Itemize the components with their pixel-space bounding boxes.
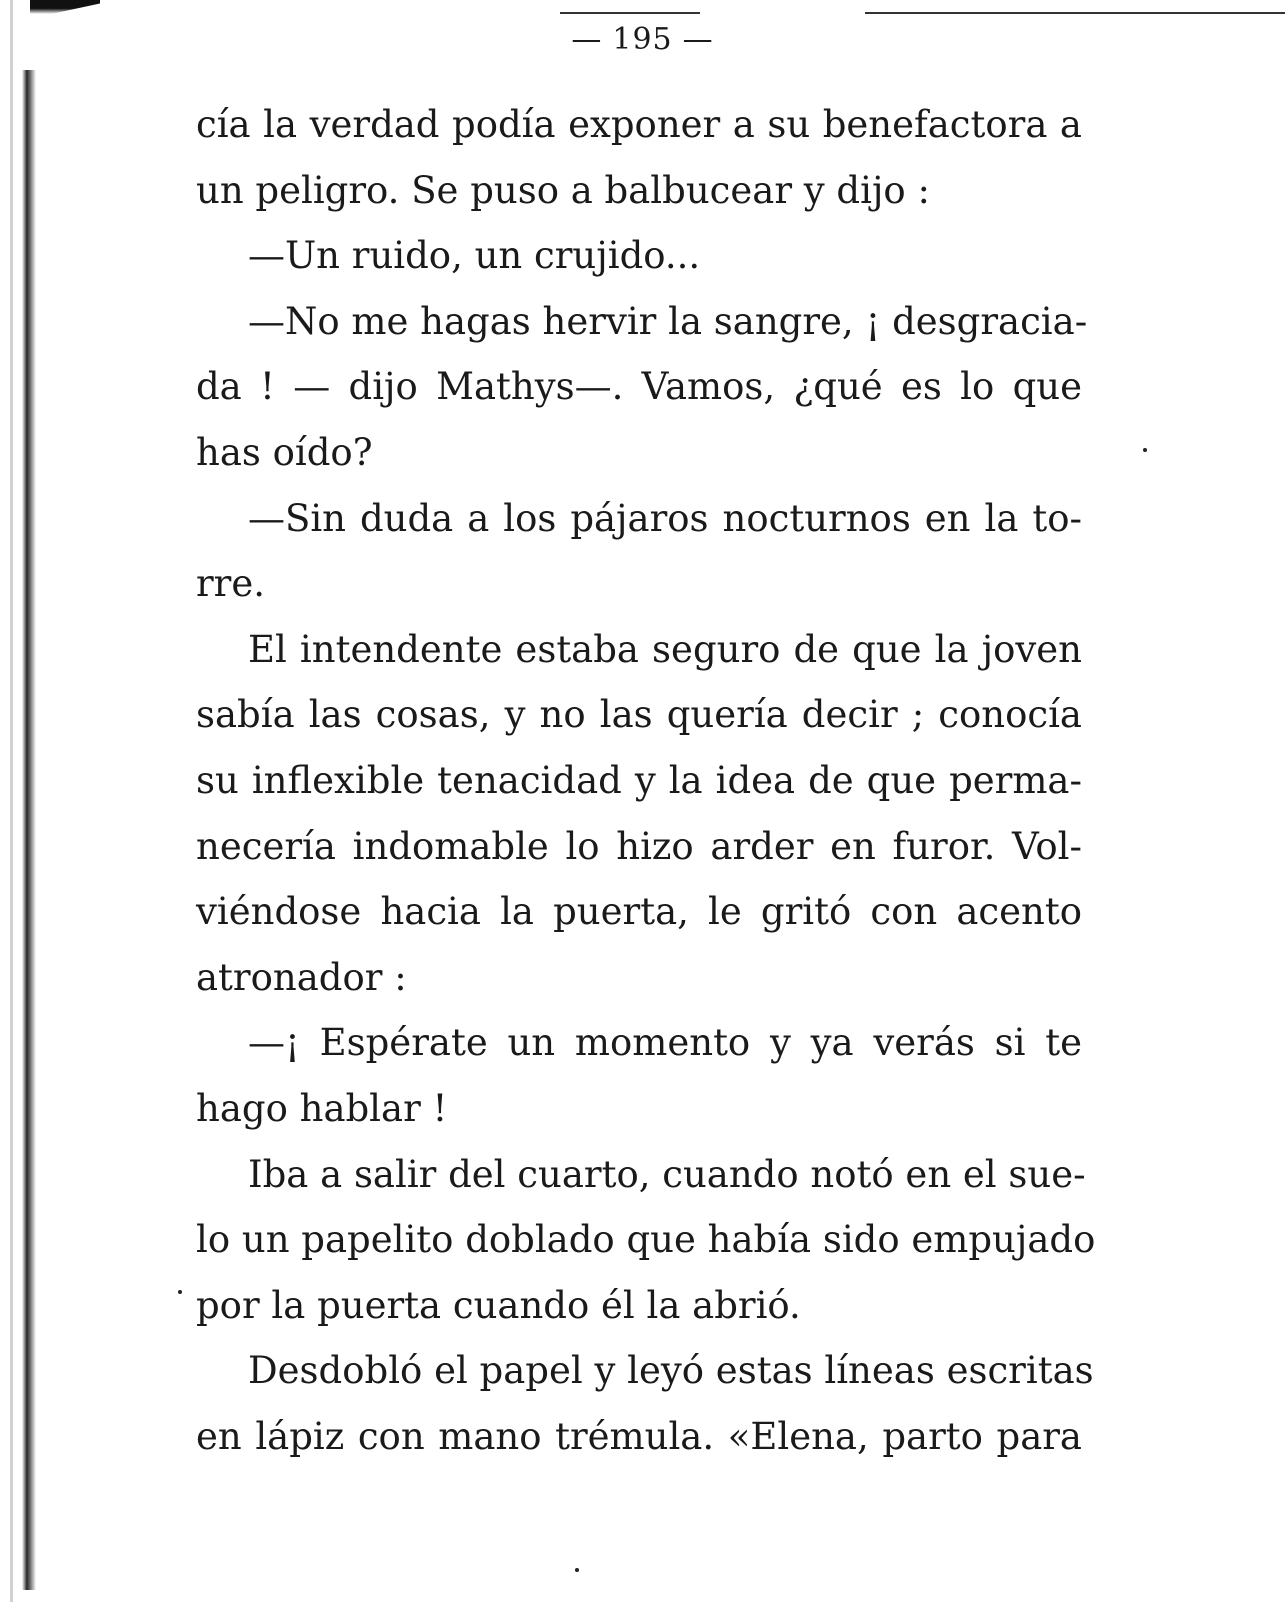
text-line: necería indomable lo hizo arder en furor. Vol-	[196, 824, 1082, 868]
text-line: lo un papelito doblado que había sido empujado	[196, 1218, 1096, 1262]
text-line: atronador :	[196, 955, 407, 999]
text-line: —Sin duda a los pájaros nocturnos en la to-	[248, 496, 1082, 540]
book-spine-edge	[22, 70, 36, 1590]
text-line: viéndose hacia la puerta, le gritó con acento	[196, 890, 1082, 934]
text-line: has oído?	[196, 430, 373, 474]
text-line: da ! — dijo Mathys—. Vamos, ¿qué es lo que	[196, 365, 1082, 409]
scan-speck	[575, 1568, 579, 1572]
page-number-value: 195	[612, 22, 673, 57]
page-number-dash-right: —	[682, 22, 714, 57]
text-line: en lápiz con mano trémula. «Elena, parto para	[196, 1414, 1082, 1458]
text-line: El intendente estaba seguro de que la joven	[248, 627, 1082, 671]
scan-speck	[178, 1290, 182, 1294]
body-text	[196, 92, 1096, 1469]
text-line: Iba a salir del cuarto, cuando notó en el sue-	[248, 1152, 1086, 1196]
text-line: un peligro. Se puso a balbucear y dijo :	[196, 168, 930, 212]
text-line: —¡ Espérate un momento y ya verás si te	[248, 1021, 1082, 1065]
text-line: Desdobló el papel y leyó estas líneas escritas	[248, 1349, 1094, 1393]
text-line: cía la verdad podía exponer a su benefactora a	[196, 103, 1082, 146]
text-line: —No me hagas hervir la sangre, ¡ desgracia-	[248, 299, 1088, 343]
header-rule	[560, 12, 700, 14]
text-line: su inflexible tenacidad y la idea de que perma-	[196, 758, 1082, 802]
page-number-dash-left: —	[571, 22, 603, 57]
text-line: rre.	[196, 562, 266, 606]
page-number	[0, 22, 1285, 57]
scan-speck	[1143, 448, 1147, 452]
scan-corner-mark	[30, 0, 100, 14]
text-line: sabía las cosas, y no las quería decir ; conocía	[196, 693, 1082, 737]
text-line: —Un ruido, un crujido...	[248, 234, 701, 278]
text-line: hago hablar !	[196, 1086, 448, 1130]
scan-edge-shadow	[10, 0, 13, 1602]
text-line: por la puerta cuando él la abrió.	[196, 1283, 801, 1327]
header-rule-right	[865, 12, 1285, 14]
